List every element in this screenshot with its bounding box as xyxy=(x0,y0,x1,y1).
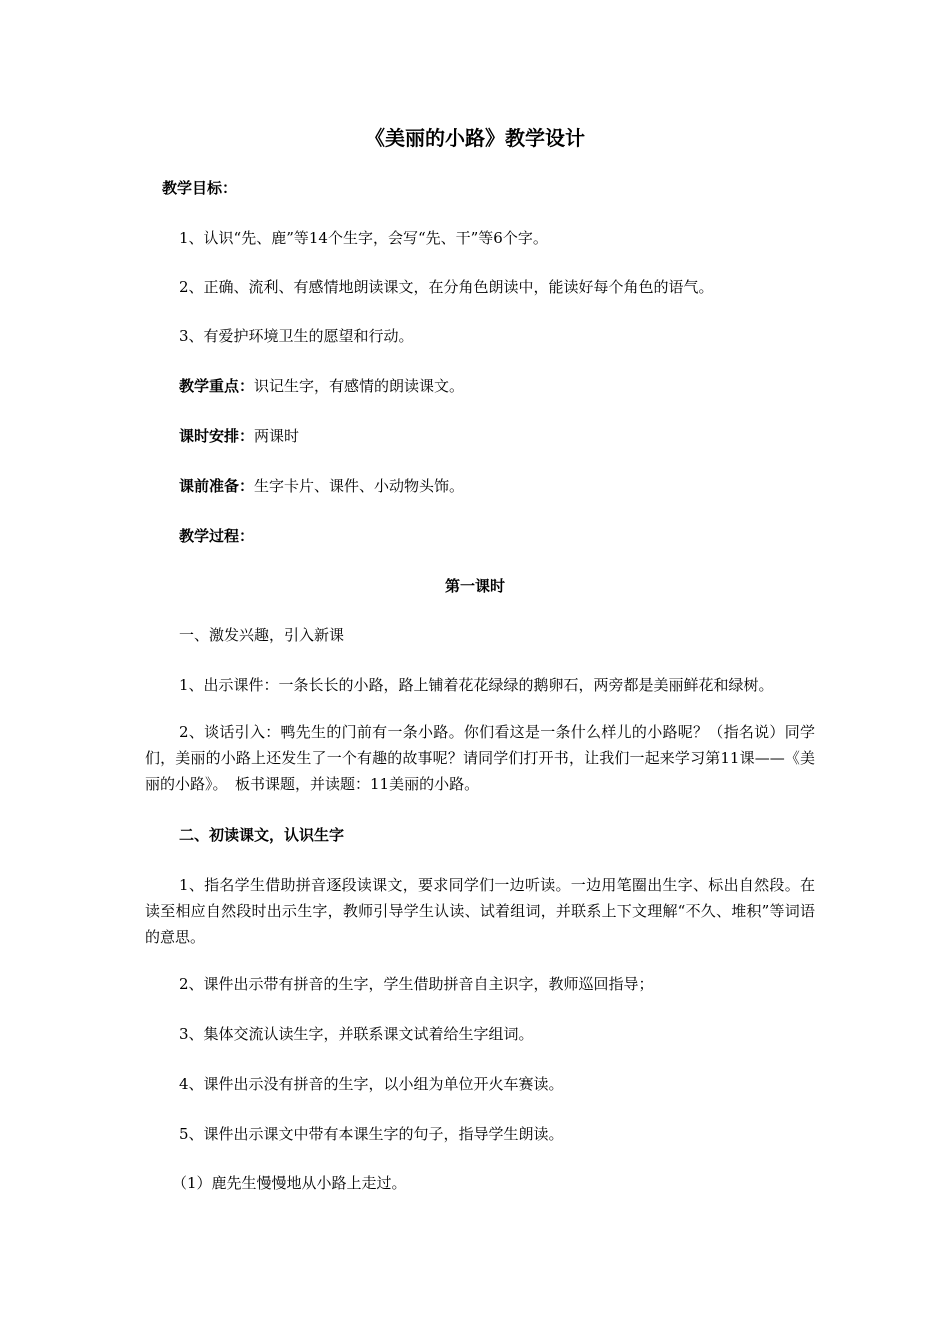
key-point-line xyxy=(179,373,464,399)
key-point-text: 识记生字，有感情的朗读课文。 xyxy=(254,377,465,395)
preparation-label: 课前准备： xyxy=(179,477,255,495)
schedule-label: 课时安排： xyxy=(179,427,255,445)
objective-item: 1、认识“先、鹿”等14个生字，会写“先、干”等6个字。 xyxy=(179,229,548,247)
preparation-line xyxy=(179,473,464,499)
process-heading: 教学过程： xyxy=(179,527,255,545)
section-two-item: 4、课件出示没有拼音的生字，以小组为单位开火车赛读。 xyxy=(179,1075,564,1093)
section-one-item: 1、出示课件：一条长长的小路，路上铺着花花绿绿的鹅卵石，两旁都是美丽鲜花和绿树。 xyxy=(179,676,774,694)
document-title: 《美丽的小路》教学设计 xyxy=(365,126,585,150)
section-two-heading: 二、初读课文，认识生字 xyxy=(179,826,345,844)
key-point-label: 教学重点： xyxy=(179,377,255,395)
objective-item: 3、有爱护环境卫生的愿望和行动。 xyxy=(179,327,414,345)
section-two-item: 3、集体交流认读生字，并联系课文试着给生字组词。 xyxy=(179,1025,534,1043)
lesson-one-heading: 第一课时 xyxy=(444,577,505,595)
schedule-line xyxy=(179,423,299,449)
schedule-text: 两课时 xyxy=(254,427,300,445)
section-one-item: 2、谈话引入：鸭先生的门前有一条小路。你们看这是一条什么样儿的小路呢？（指名说）同学们，美丽的小路上还发生了一个有趣的故事呢？请同学们打开书，让我们一起来学习第11课——《美丽的小路》。 板书课题，并读题：11美丽的小路。 xyxy=(145,723,815,793)
objective-item: 2、正确、流利、有感情地朗读课文，在分角色朗读中，能读好每个角色的语气。 xyxy=(179,278,714,296)
section-two-item: 5、课件出示课文中带有本课生字的句子，指导学生朗读。 xyxy=(179,1125,564,1143)
section-one-heading: 一、激发兴趣，引入新课 xyxy=(179,626,345,644)
section-two-item: （1）鹿先生慢慢地从小路上走过。 xyxy=(172,1174,407,1192)
section-two-item: 2、课件出示带有拼音的生字，学生借助拼音自主识字，教师巡回指导； xyxy=(179,975,654,993)
preparation-text: 生字卡片、课件、小动物头饰。 xyxy=(254,477,465,495)
objectives-heading: 教学目标： xyxy=(162,179,238,197)
section-two-item: 1、指名学生借助拼音逐段读课文，要求同学们一边听读。一边用笔圈出生字、标出自然段。在读至相应自然段时出示生字，教师引导学生认读、试着组词，并联系上下文理解“不久、堆积”等词语的意思。 xyxy=(145,876,815,946)
